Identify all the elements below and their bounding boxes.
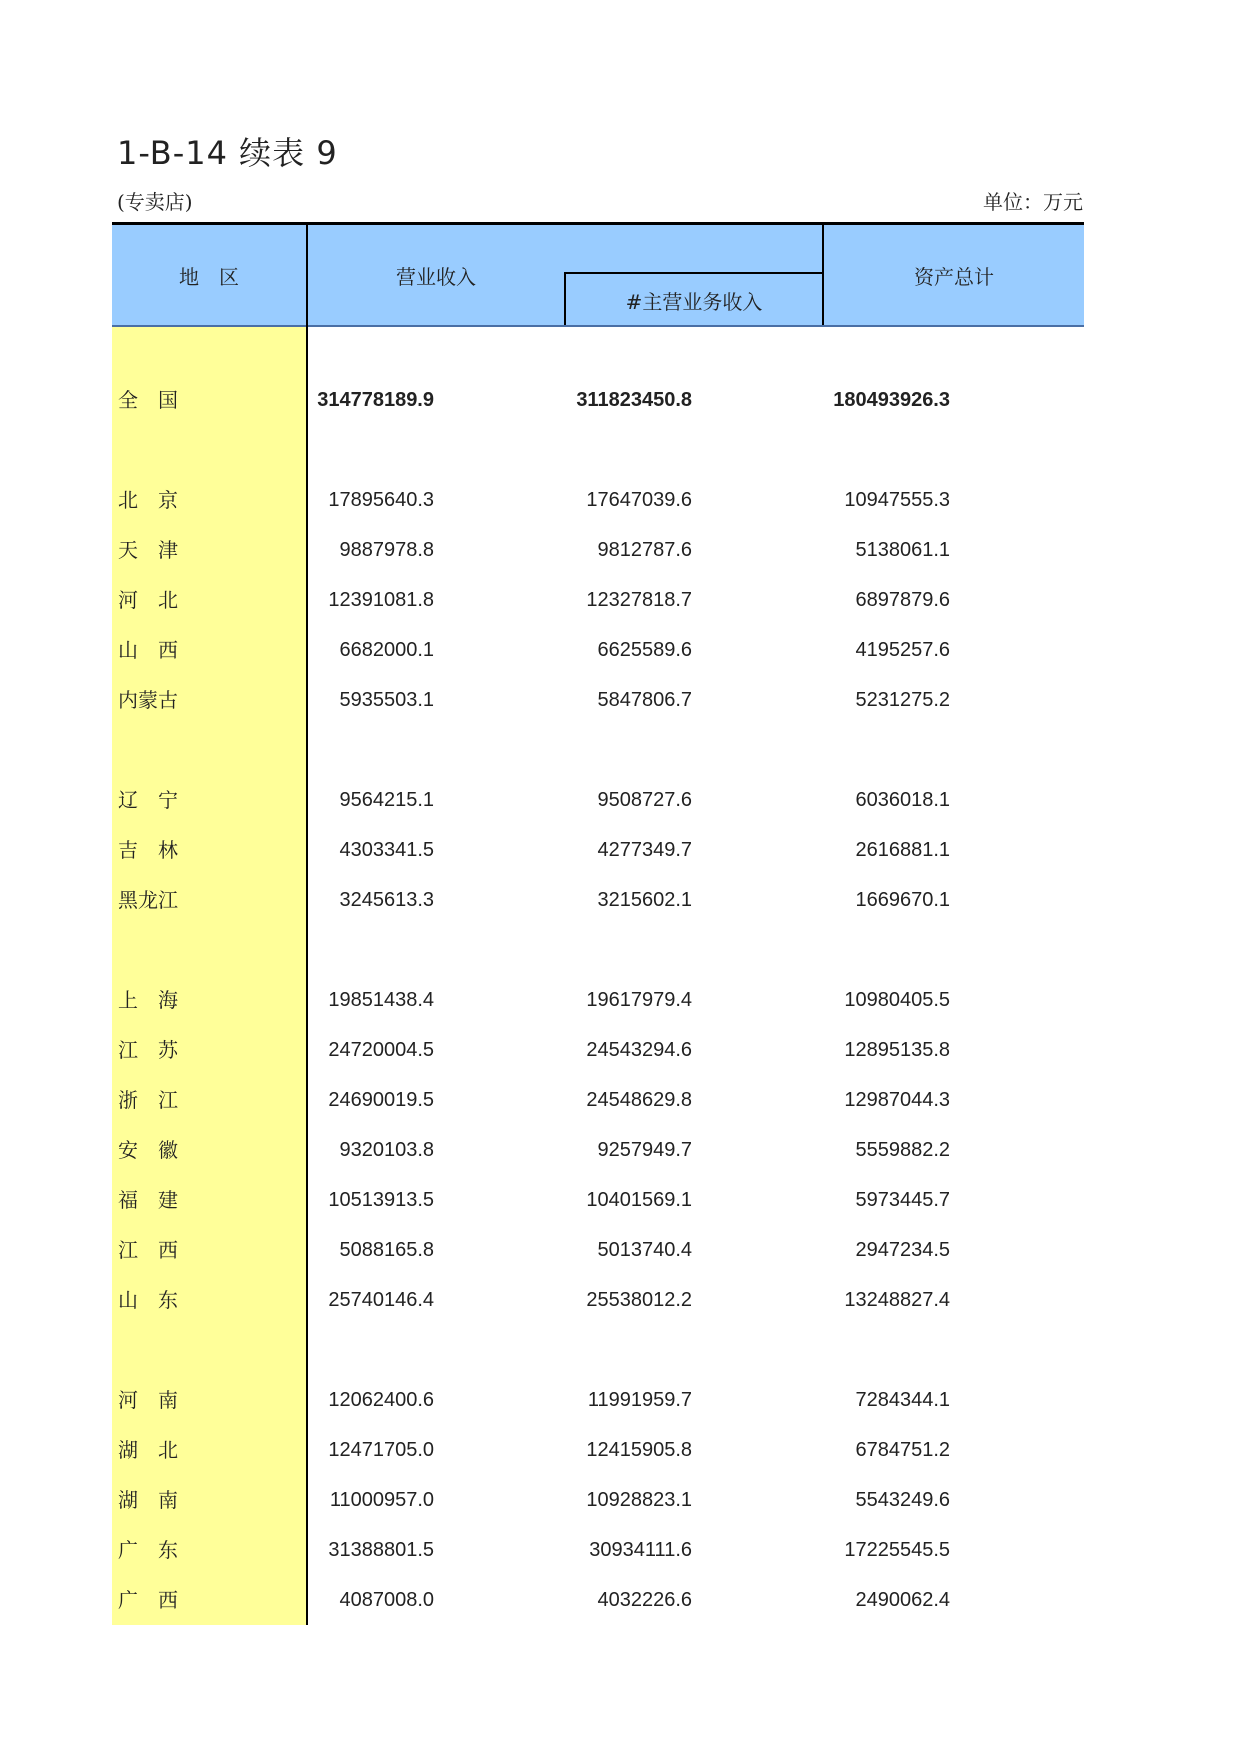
row-main-revenue: 12327818.7 <box>586 589 692 611</box>
row-assets: 1669670.1 <box>855 889 950 911</box>
row-region: 河 南 <box>118 1388 178 1412</box>
table-row <box>112 1425 1084 1475</box>
table-row <box>112 1275 1084 1325</box>
row-main-revenue: 17647039.6 <box>586 489 692 511</box>
row-main-revenue: 6625589.6 <box>597 639 692 661</box>
row-region: 浙 江 <box>118 1088 178 1112</box>
row-assets: 6036018.1 <box>855 789 950 811</box>
row-revenue: 31388801.5 <box>328 1539 434 1561</box>
header-assets: 资产总计 <box>914 264 994 289</box>
row-region: 山 东 <box>118 1288 178 1312</box>
row-region: 江 苏 <box>118 1038 178 1062</box>
table-row <box>112 1175 1084 1225</box>
row-revenue: 10513913.5 <box>328 1189 434 1211</box>
row-assets: 2490062.4 <box>855 1589 950 1611</box>
table-row <box>112 475 1084 525</box>
row-region: 黑龙江 <box>118 888 178 912</box>
row-main-revenue: 11991959.7 <box>587 1389 692 1411</box>
row-main-revenue: 12415905.8 <box>586 1439 692 1461</box>
row-assets: 5231275.2 <box>855 689 950 711</box>
row-revenue: 12391081.8 <box>328 589 434 611</box>
table-row <box>112 1475 1084 1525</box>
header-sub-vline <box>564 272 566 325</box>
row-assets: 4195257.6 <box>855 639 950 661</box>
row-revenue: 11000957.0 <box>329 1489 434 1511</box>
row-assets: 10980405.5 <box>844 989 950 1011</box>
row-assets: 7284344.1 <box>855 1389 950 1411</box>
row-revenue: 3245613.3 <box>339 889 434 911</box>
row-revenue: 12062400.6 <box>328 1389 434 1411</box>
row-region: 广 西 <box>118 1588 178 1612</box>
header-revenue: 营业收入 <box>396 264 476 289</box>
row-assets: 5138061.1 <box>855 539 950 561</box>
row-revenue: 17895640.3 <box>328 489 434 511</box>
row-main-revenue: 9508727.6 <box>597 789 692 811</box>
row-assets: 5973445.7 <box>855 1189 950 1211</box>
unit-label: 单位：万元 <box>983 190 1083 214</box>
row-main-revenue: 30934111.6 <box>589 1539 692 1561</box>
row-assets: 5559882.2 <box>855 1139 950 1161</box>
table-title: 1-B-14 续表 9 <box>117 134 338 172</box>
row-region: 辽 宁 <box>118 788 178 812</box>
row-assets: 10947555.3 <box>844 489 950 511</box>
row-assets: 5543249.6 <box>855 1489 950 1511</box>
row-main-revenue: 311823450.8 <box>576 389 692 411</box>
row-revenue: 9887978.8 <box>339 539 434 561</box>
table-row <box>112 1075 1084 1125</box>
row-revenue: 9564215.1 <box>339 789 434 811</box>
table-row <box>112 1575 1084 1625</box>
row-assets: 2947234.5 <box>855 1239 950 1261</box>
row-assets: 6784751.2 <box>855 1439 950 1461</box>
row-region: 安 徽 <box>118 1138 178 1162</box>
header-sub-divider <box>564 272 824 274</box>
table-row <box>112 1375 1084 1425</box>
table-row <box>112 1125 1084 1175</box>
row-revenue: 25740146.4 <box>328 1289 434 1311</box>
row-assets: 12895135.8 <box>844 1039 950 1061</box>
row-main-revenue: 9812787.6 <box>597 539 692 561</box>
row-region: 江 西 <box>118 1238 178 1262</box>
row-region: 河 北 <box>118 588 178 612</box>
row-assets: 12987044.3 <box>844 1089 950 1111</box>
row-region: 广 东 <box>118 1538 178 1562</box>
row-region: 全 国 <box>118 388 178 412</box>
row-assets: 6897879.6 <box>855 589 950 611</box>
header-assets-vline <box>822 225 824 325</box>
row-revenue: 4303341.5 <box>339 839 434 861</box>
row-main-revenue: 19617979.4 <box>586 989 692 1011</box>
table-row <box>112 525 1084 575</box>
table-row <box>112 1225 1084 1275</box>
row-main-revenue: 25538012.2 <box>586 1289 692 1311</box>
header-region: 地 区 <box>179 264 239 289</box>
row-revenue: 6682000.1 <box>339 639 434 661</box>
row-assets: 180493926.3 <box>833 389 950 411</box>
row-main-revenue: 3215602.1 <box>597 889 692 911</box>
row-assets: 17225545.5 <box>844 1539 950 1561</box>
row-main-revenue: 9257949.7 <box>597 1139 692 1161</box>
row-assets: 2616881.1 <box>855 839 950 861</box>
row-main-revenue: 5013740.4 <box>597 1239 692 1261</box>
row-revenue: 5088165.8 <box>339 1239 434 1261</box>
table-row <box>112 1525 1084 1575</box>
row-main-revenue: 4032226.6 <box>597 1589 692 1611</box>
row-assets: 13248827.4 <box>844 1289 950 1311</box>
table-row <box>112 375 1084 425</box>
row-revenue: 9320103.8 <box>339 1139 434 1161</box>
table-row <box>112 1025 1084 1075</box>
table-row <box>112 775 1084 825</box>
row-region: 内蒙古 <box>118 688 178 712</box>
table-row <box>112 825 1084 875</box>
table-row <box>112 625 1084 675</box>
table-row <box>112 875 1084 925</box>
table-row <box>112 575 1084 625</box>
row-revenue: 19851438.4 <box>328 989 434 1011</box>
row-main-revenue: 24548629.8 <box>586 1089 692 1111</box>
row-main-revenue: 10401569.1 <box>586 1189 692 1211</box>
row-revenue: 5935503.1 <box>339 689 434 711</box>
row-region: 湖 北 <box>118 1438 178 1462</box>
row-revenue: 12471705.0 <box>328 1439 434 1461</box>
row-region: 上 海 <box>118 988 178 1012</box>
row-main-revenue: 4277349.7 <box>597 839 692 861</box>
table-header <box>112 225 1084 327</box>
row-revenue: 4087008.0 <box>339 1589 434 1611</box>
row-main-revenue: 24543294.6 <box>586 1039 692 1061</box>
table-subtitle: (专卖店) <box>117 190 193 214</box>
row-region: 天 津 <box>118 538 178 562</box>
row-main-revenue: 10928823.1 <box>586 1489 692 1511</box>
row-region: 吉 林 <box>118 838 178 862</box>
row-revenue: 314778189.9 <box>317 389 434 411</box>
row-main-revenue: 5847806.7 <box>597 689 692 711</box>
row-region: 山 西 <box>118 638 178 662</box>
row-region: 福 建 <box>118 1188 178 1212</box>
table-row <box>112 675 1084 725</box>
row-region: 湖 南 <box>118 1488 178 1512</box>
table-row <box>112 975 1084 1025</box>
header-main-revenue: #主营业务收入 <box>625 289 763 314</box>
row-revenue: 24720004.5 <box>328 1039 434 1061</box>
row-region: 北 京 <box>118 488 178 512</box>
row-revenue: 24690019.5 <box>328 1089 434 1111</box>
